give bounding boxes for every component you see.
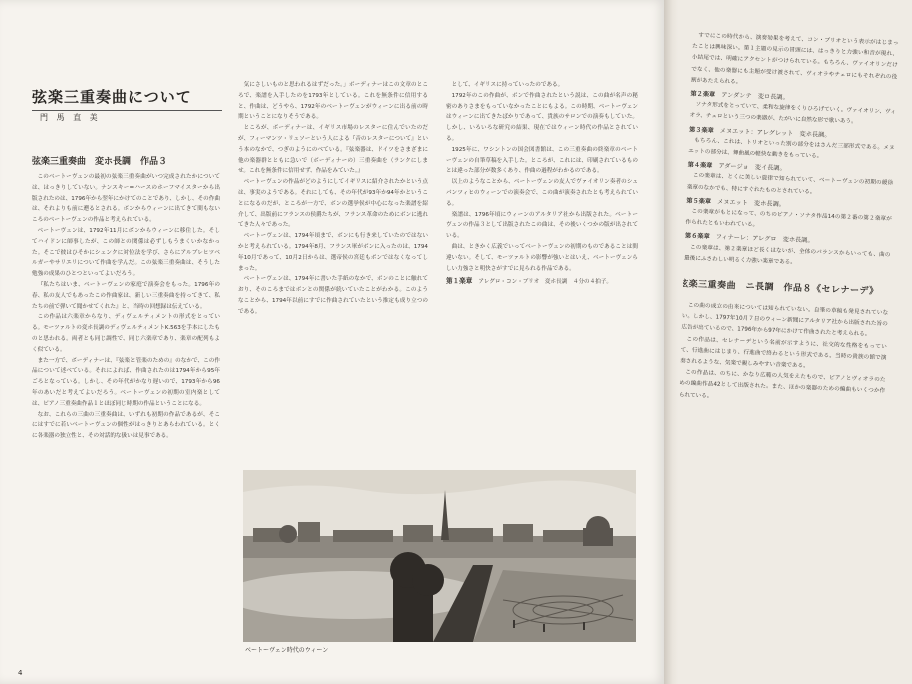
- paragraph: この楽章は、第２楽章ほど長くはないが、全体のバランスからいっても、曲の最後にふさわしい明るく力強い楽章である。: [683, 244, 891, 266]
- paragraph: この作品は、のちに、かなり広範の人気をえたもので、ピアノとヴィオラのための編曲作品42として出版された。また、ほかの楽器のための編曲もいくつか作られている。: [678, 369, 886, 400]
- paragraph: 楽譜は、1796年頃にウィーンのアルタリア社から出版された。ベートーヴェンの作品３として出版されたこの曲は、その後いくつかの版が出されている。: [446, 211, 638, 240]
- text-column-1: [32, 150, 220, 650]
- paragraph: なお、これらの三曲の三重奏曲は、いずれも初期の作品であるが、そこにはすでに若いベートーヴェンの個性がはっきりとあらわれている。とくに各楽器の独立性と、その対話的な扱いは見事である。: [32, 411, 220, 440]
- movement-1-line: [446, 276, 638, 288]
- movement-3-text: メヌエット：アレグレット 変ホ長調。: [719, 127, 831, 139]
- movement-6-text: フィナーレ：アレグロ 変ホ長調。: [715, 234, 814, 245]
- movement-1-label: 第１楽章: [446, 277, 473, 286]
- paragraph: このベートーヴェンの最初の弦楽三重奏曲がいつ完成されたかについては、はっきりしていない。ナンスキー=ハースのホーフマイスターから出版されたのは、1796年から翌年にかけてのことであり、しかし、その作曲は、それよりも前に遡るとされる。ボンからウィーンに出てきて間もないころのベートーヴェンの作品と考えられている。: [32, 174, 220, 224]
- paragraph: 『私たちはいま、ベートーヴェンの家庭で演奏会をもった。1796年の春、私の友人でもあったこの作曲家は、新しい三重奏曲を持ってきて、私たちの前で弾いて聞かせてくれた』と、当時の回想録は伝えている。: [32, 281, 220, 310]
- paragraph: この曲の成立の由来については知られていない。自筆の草稿も発見されていない。しかし、1797年10月７日のウィーン新聞にアルタリア社から出版された旨の広告が出ているので、1796年から97年にかけて作曲されたと考えられる。: [681, 302, 889, 339]
- movement-5-text: メヌエット 変ホ長調。: [716, 198, 786, 209]
- right-page: [678, 0, 912, 684]
- paragraph: ところが、ボーディナーは、イギリス市場のレスターに住んでいたのだが、フィーマンツ・リュソーという人による『音のレスターについて』という本のなかで、つぎのようにのべている。『弦楽器は、ドイツをさまざまに他の楽器群とともに急いで（ボーディナーの）三重奏曲を（ランクにしませ。これを無条件に信用せず、作品をみていた。』: [238, 125, 428, 175]
- paragraph: また一方で、ボーディナーは、『弦楽と管楽のための』のなかで、この作品について述べている。それによれば、作曲されたのは1794年から95年ごろとなっている。しかし、その年代がかなり遅いので、1793年から96年のあいだと考えてよいだろう。ベートーヴェンの初期の室内楽としては、ピアノ三重奏曲作品１とほぼ同じ時期の作品ということになる。: [32, 357, 220, 407]
- paragraph: ベートーヴェンは、1794年に書いた手紙のなかで、ボンのことに触れており、そのころまではボンとの関係が続いていたことがわかる。このようなことから、1794年以前にすでに作曲されていたという推定も成り立つのである。: [238, 276, 428, 315]
- paragraph: ベートーヴェンは、1792年11月にボンからウィーンに移住した。そしてハイドンに師事したが、この師との関係は必ずしもうまくいかなかった。そこで彼はひそかにシェンクに対位法を学び、さらにアルブレヒツベルガーやサリエリについて作曲を学んだ。この弦楽三重奏曲は、そうした勉強の成果のひとつといってよいだろう。: [32, 227, 220, 278]
- movement-3-label: 第３楽章: [688, 126, 714, 135]
- paragraph: 1925年に、ワシントンの国会図書館は、この三重奏曲の終楽章のベートーヴェンの自筆草稿を入手した。ところが、これには、印刷されているものとは違った部分が数多くあり、作曲の過程がわかるのである。: [446, 146, 638, 175]
- paragraph: ベートーヴェンは、1794年頃まで、ボンにも行き来していたのではないかと考えられている。1794年8月、フランス軍がボンに入ったのは、1794年10月であって、10月2日からは、選帝侯の宮廷もボンではなくなってしまった。: [238, 233, 428, 272]
- right-text-column: [678, 31, 899, 678]
- paragraph: 気にさしいものと思われるはずだった。」ボーディナーはこの文章のところで、楽譜を入手したのを1793年としている。これを無条件に信用すると、作曲は、どうやら、1792年のベートーヴェンがウィーンに出る前の時期ということになりそうである。: [238, 82, 428, 121]
- figure-caption: ベートーヴェン時代のウィーン: [245, 647, 329, 654]
- right-page-content: [678, 0, 912, 684]
- movement-5-label: 第５楽章: [686, 197, 712, 206]
- movement-6-label: 第６楽章: [684, 232, 710, 241]
- paragraph: 以上のようなことから、ベートーヴェンの友人でヴァイオリン奏者のシュパンツィヒのウィーンでの演奏会で、この曲が演奏されたとも考えられている。: [446, 179, 638, 207]
- text-column-2: [238, 80, 428, 470]
- section-heading-op3: 弦楽三重奏曲 変ホ長調 作品３: [32, 157, 168, 167]
- movement-1-text: アレグロ・コン・ブリオ 変ホ長調 ４分の４拍子。: [478, 279, 613, 286]
- paragraph: もちろん、これは、トリオといった別の部分をはさんだ三部形式である。メヌエットの部分は、舞曲風の軽快な動きをもっている。: [688, 137, 895, 160]
- paragraph: この楽章は、とくに美しい旋律で知られていて、ベートーヴェンの初期の緩徐楽章のなかでも、特にすぐれたものとされている。: [686, 173, 894, 196]
- vienna-cityscape-illustration: [243, 470, 636, 642]
- vienna-engraving: [243, 470, 636, 642]
- paragraph: 1792年のこの作曲が、ボンで作曲されたという説は、この曲が名声の秘密のありさまをもっていなかったことにもよる。この時期、ベートーヴェンはウィーンに出てきたばかりであって、貴族のサロンでの演奏もしていた。しかし、いろいろな研究の結果、現在ではウィーン時代の作品とされている。: [446, 92, 638, 142]
- movement-4-label: 第４楽章: [687, 161, 713, 170]
- movement-2-label: 第２楽章: [690, 90, 716, 99]
- paragraph: すでにこの時代から、演奏効果を考えて、コン・ブリオという表示がはじまったことは興味深い。第１主題の見示の冒頭には、はっきりと力強い和音が現れ、小結尾では、明確にアクセントがつけられている。もちろん、ヴァイオリンだけでなく、他の楽器にも主題が受け渡されて、ヴィオラやチェロにもそれぞれの役割があたえられる。: [690, 32, 899, 86]
- section-heading-op8: 弦楽三重奏曲 ニ長調 作品８《セレナーデ》: [678, 279, 879, 297]
- page-title: 弦楽三重奏曲について: [32, 86, 222, 111]
- book-gutter: [664, 0, 678, 684]
- paragraph: この楽章がもとになって、のちのピアノ・ソナタ作品14の第２番の第２楽章が作られたともいわれている。: [685, 208, 892, 229]
- text-column-3: [446, 80, 638, 475]
- page-number: 4: [18, 669, 23, 677]
- paragraph: として、イギリスに持っていったのである。: [451, 82, 564, 88]
- paragraph: 曲は、ときかく広義でいってベートーヴェンの初期のものであることは間違いない。そして、モーツァルトの影響が強いとはいえ、ベートーヴェンらしい力強さと明快さがすでに見られる作品である。: [446, 243, 638, 272]
- paragraph: ベートーヴェンの作品がどのようにしてイギリスに紹介されたかという点は、事実のようである。それにしても、その年代が93年か94年かということになるのだが、ところが一方で、ボンの選挙侯が中心になった楽譜を紹介して、出版前にフランスの侯爵たちが、フランス革命のためにボンに逃れてきた人々であった。: [238, 179, 428, 229]
- author-name: 門 馬 直 美: [40, 113, 101, 122]
- movement-4-text: アダージョ 変イ長調。: [718, 162, 786, 173]
- movement-2-text: アンダンテ 変ロ長調。: [720, 91, 789, 102]
- paragraph: この作品は六楽章からなり、ディヴェルティメントの形式をとっている。モーツァルトの変ホ長調のディヴェルティメントK.563を手本にしたものと思われる。両者とも同じ調性で、同じ六楽章であり、楽章の配列もよく似ている。: [32, 314, 220, 353]
- paragraph: ソナタ形式をとっていて、柔和な旋律をくりひろげていく。ヴァイオリン、ヴィオラ、チェロという三つの楽器が、たがいに自然な形で歌いあう。: [689, 101, 896, 126]
- paragraph: この作品は、セレナーデという名前が示すように、社交的な性格をもっていて、行進曲にはじまり、行進曲で終わるという形式である。当時の貴族の館で演奏されるような、気楽で親しみやすい音楽である。: [680, 336, 887, 370]
